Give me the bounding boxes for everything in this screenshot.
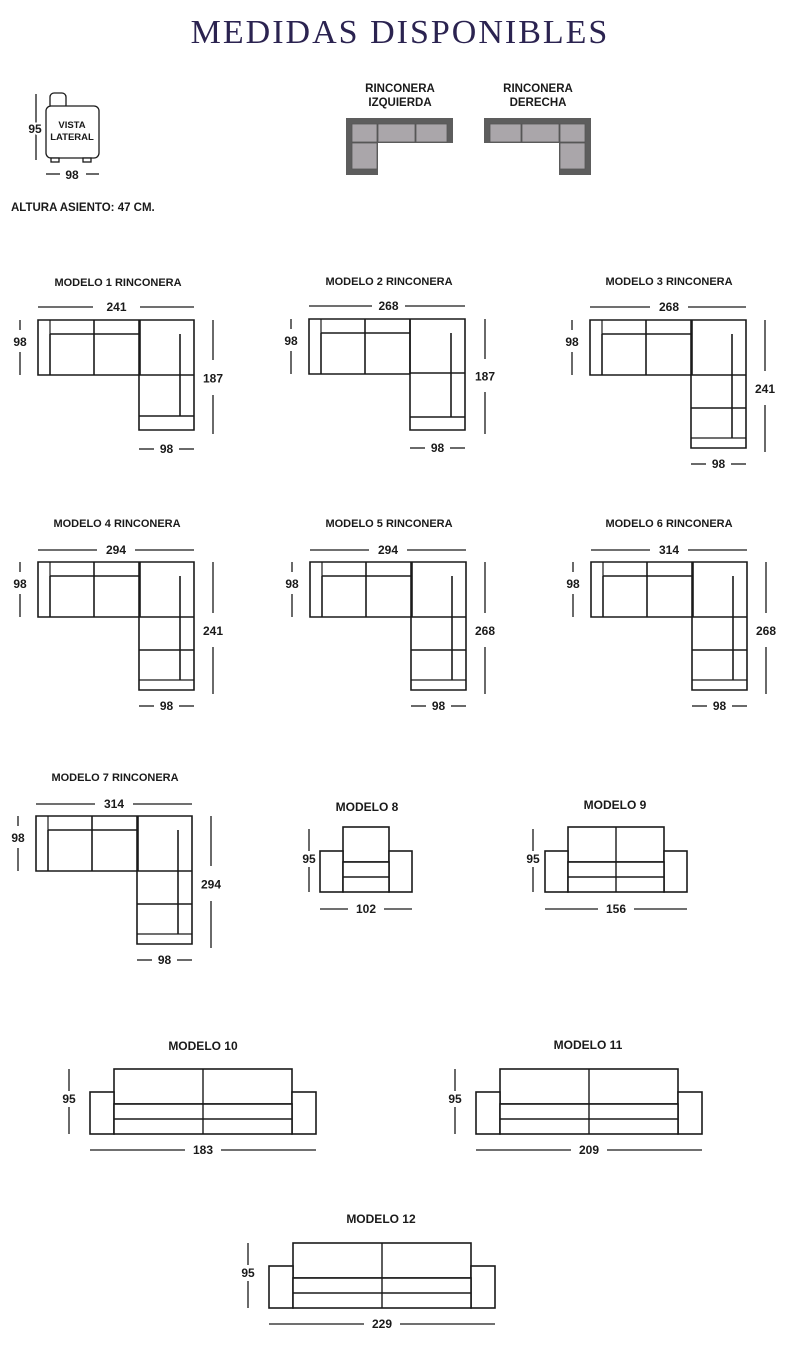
model-6-corner-sofa (566, 518, 776, 713)
sofa-outline (36, 816, 192, 944)
length-value: 241 (754, 382, 776, 396)
models-layer (11, 276, 776, 1331)
corner-left-cushion (416, 124, 447, 142)
model-title: MODELO 11 (553, 1038, 623, 1052)
chaise-value: 98 (157, 953, 172, 967)
corner-left-cushion (352, 143, 377, 169)
left-arm (320, 851, 343, 892)
chaise-value: 98 (430, 441, 445, 455)
model-2-corner-sofa (284, 276, 495, 455)
corner-right-cushion (522, 124, 559, 142)
sofa-outline (38, 562, 194, 690)
width-value: 209 (578, 1143, 600, 1157)
side-view-height-value: 95 (28, 122, 42, 136)
left-arm (90, 1092, 114, 1134)
corner-left-cushion (352, 124, 377, 142)
corner-right-icon (484, 118, 591, 175)
model-3-corner-sofa (565, 276, 775, 471)
width-value: 314 (658, 543, 680, 557)
model-title: MODELO 8 (335, 800, 399, 814)
height-value: 95 (302, 852, 316, 866)
chaise-value: 98 (712, 699, 727, 713)
corner-right-cushion (560, 143, 585, 169)
width-value: 183 (192, 1143, 214, 1157)
model-title: MODELO 2 RINCONERA (325, 276, 453, 288)
side-view-depth-value: 98 (65, 168, 79, 182)
width-value: 268 (378, 299, 399, 313)
corner-left-label-line1: RINCONERA (365, 83, 435, 95)
right-arm (678, 1092, 702, 1134)
model-8-sofa (302, 800, 412, 916)
depth-value: 98 (566, 577, 580, 591)
model-5-corner-sofa (285, 518, 495, 713)
side-view-label-line2: LATERAL (50, 132, 94, 143)
height-value: 95 (62, 1092, 76, 1106)
corner-left-label-line2: IZQUIERDA (368, 97, 432, 109)
model-title: MODELO 5 RINCONERA (325, 518, 453, 530)
corner-right-label-line2: DERECHA (509, 97, 567, 109)
model-title: MODELO 4 RINCONERA (53, 518, 181, 530)
right-arm (664, 851, 687, 892)
width-value: 102 (355, 902, 377, 916)
chaise-value: 98 (711, 457, 726, 471)
length-value: 187 (474, 369, 496, 384)
model-7-corner-sofa (11, 772, 221, 967)
width-value: 314 (103, 797, 125, 811)
width-value: 294 (377, 543, 399, 557)
width-value: 156 (605, 902, 627, 916)
corner-right-label-line1: RINCONERA (503, 83, 573, 95)
seat-height-note: ALTURA ASIENTO: 47 CM. (11, 202, 155, 214)
model-title: MODELO 3 RINCONERA (605, 276, 733, 288)
corner-right-cushion (490, 124, 521, 142)
model-title: MODELO 6 RINCONERA (605, 518, 733, 530)
left-arm (545, 851, 568, 892)
model-title: MODELO 12 (346, 1212, 416, 1226)
depth-value: 98 (565, 335, 579, 349)
depth-value: 98 (13, 577, 27, 591)
side-view-label-line1: VISTA (58, 120, 86, 131)
model-title: MODELO 1 RINCONERA (54, 277, 182, 289)
right-arm (471, 1266, 495, 1308)
chaise-value: 98 (159, 699, 174, 713)
corner-right-cushion (560, 124, 585, 142)
chaise-value: 98 (431, 699, 446, 713)
corner-left-cushion (378, 124, 415, 142)
side-view-foot-right (83, 158, 91, 162)
length-value: 268 (755, 624, 777, 638)
right-arm (389, 851, 412, 892)
model-11-sofa (448, 1038, 702, 1157)
side-view-foot-left (51, 158, 59, 162)
height-value: 95 (241, 1266, 255, 1280)
width-value: 294 (105, 543, 127, 557)
model-1-corner-sofa (13, 277, 223, 456)
width-value: 268 (658, 300, 680, 314)
sofa-outline (590, 320, 746, 448)
page-title: MEDIDAS DISPONIBLES (190, 14, 610, 51)
model-title: MODELO 7 RINCONERA (51, 772, 179, 784)
sofa-outline (309, 319, 465, 430)
width-value: 229 (371, 1317, 393, 1331)
length-value: 187 (202, 371, 224, 386)
depth-value: 98 (284, 334, 298, 348)
backrest (343, 827, 389, 862)
right-arm (292, 1092, 316, 1134)
length-value: 241 (202, 624, 224, 638)
chaise-value: 98 (159, 442, 174, 456)
depth-value: 98 (11, 831, 25, 845)
model-title: MODELO 10 (168, 1039, 238, 1053)
corner-left-icon (346, 118, 453, 175)
sofa-outline (310, 562, 466, 690)
left-arm (269, 1266, 293, 1308)
depth-value: 98 (13, 335, 27, 349)
model-10-sofa (62, 1039, 316, 1157)
length-value: 268 (474, 624, 496, 638)
height-value: 95 (448, 1092, 462, 1106)
model-title: MODELO 9 (583, 798, 647, 812)
left-arm (476, 1092, 500, 1134)
depth-value: 98 (285, 577, 299, 591)
length-value: 294 (200, 877, 222, 892)
model-12-sofa (241, 1212, 495, 1331)
model-4-corner-sofa (13, 518, 223, 713)
height-value: 95 (526, 852, 540, 866)
sofa-outline (591, 562, 747, 690)
model-9-sofa (526, 798, 687, 916)
width-value: 241 (106, 300, 127, 314)
